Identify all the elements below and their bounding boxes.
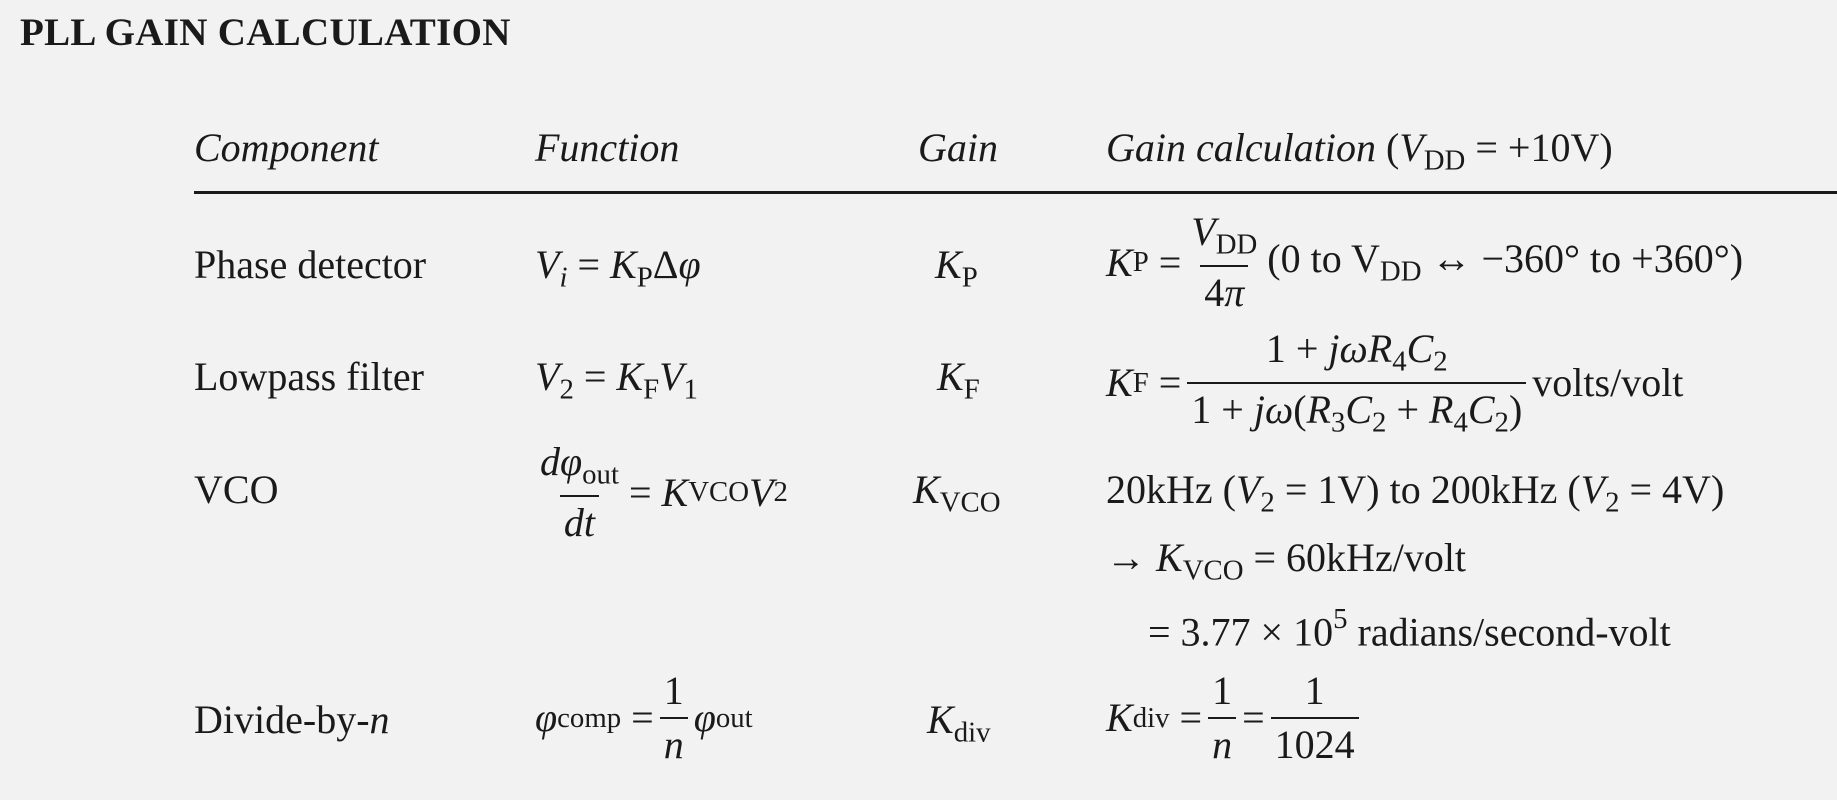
page-title: PLL GAIN CALCULATION (20, 11, 511, 54)
kdiv-one-over-n-fraction: $\frac{1}{n}$ (1208, 671, 1236, 765)
row-vco-gain: $K_{VCO}$ (913, 467, 1001, 519)
row-divide-by-n-gain: $K_{div}$ (927, 697, 991, 749)
row-phase-detector-gain: $K_P$ (935, 242, 978, 294)
row-divide-by-n-calculation: K div = $\frac{1}{n}$ = $\frac{1}{1024}$ (1106, 671, 1365, 765)
row-phase-detector-calculation: K P = $\frac{V_{DD}}{4\pi}$ (0 to $V_{DD}$ ↔ −360° to +360°) (1106, 209, 1744, 316)
row-lowpass-filter-function: $V_2 = K_FV_1$ (535, 354, 698, 406)
header-function: Function (535, 125, 680, 170)
arrow-icon: → (1106, 535, 1146, 580)
row-vco-function: $\frac{d\varphi_{out}}{dt}$ = K VCO V 2 (530, 442, 788, 543)
header-gain-calculation-label: Gain calculation (1106, 125, 1376, 170)
row-vco-calc-line2: → $K_{VCO}$ = 60kHz/volt (1106, 535, 1467, 587)
header-gain-calculation: Gain calculation $(V_{DD} = +10V)$ (1106, 125, 1613, 177)
dphi-dt-fraction: $\frac{d\varphi_{out}}{dt}$ (540, 439, 619, 546)
row-vco-component: VCO (194, 467, 279, 512)
filter-transfer-fraction: $\frac{1 + j\omega R_4C_2}{1 + j\omega(R_3C_2 + R_4C_2)}$ (1187, 329, 1526, 438)
row-divide-by-n-component: Divide-by-n (194, 697, 390, 742)
header-rule (194, 191, 1837, 194)
header-vdd-open: ( (1385, 125, 1400, 170)
row-phase-detector-function: $V_i = K_P\Delta\varphi$ (535, 242, 701, 294)
kdiv-one-over-1024-fraction: $\frac{1}{1024}$ (1271, 671, 1359, 765)
header-component: Component (194, 125, 379, 170)
row-vco-calc-line1: 20kHz $(V_2 = 1V)$ to 200kHz $(V_2 = 4V)$ (1106, 467, 1725, 519)
row-lowpass-filter-calculation: K F = $\frac{1 + j\omega R_4C_2}{1 + j\omega(R_3C_2 + R_4C_2)}$ volts/volt (1106, 326, 1684, 440)
row-lowpass-filter-gain: $K_F$ (937, 354, 980, 406)
phase-range-text: (0 to $V_{DD}$ ↔ −360° to +360°) (1267, 236, 1744, 288)
header-gain: Gain (918, 125, 998, 170)
row-divide-by-n-function: φ comp = $\frac{1}{n}$ φ out (535, 668, 753, 767)
row-phase-detector-component: Phase detector (194, 242, 427, 287)
vdd-over-4pi-fraction: $\frac{V_{DD}}{4\pi}$ (1191, 209, 1258, 316)
header-vdd-condition: = +10V) (1465, 125, 1613, 170)
row-lowpass-filter-component: Lowpass filter (194, 354, 424, 399)
filter-units: volts/volt (1532, 360, 1684, 406)
row-vco-calc-line3: = $3.77 \times 10^5$ radians/second-volt (1148, 603, 1671, 655)
one-over-n-fraction: $\frac{1}{n}$ (660, 671, 688, 765)
